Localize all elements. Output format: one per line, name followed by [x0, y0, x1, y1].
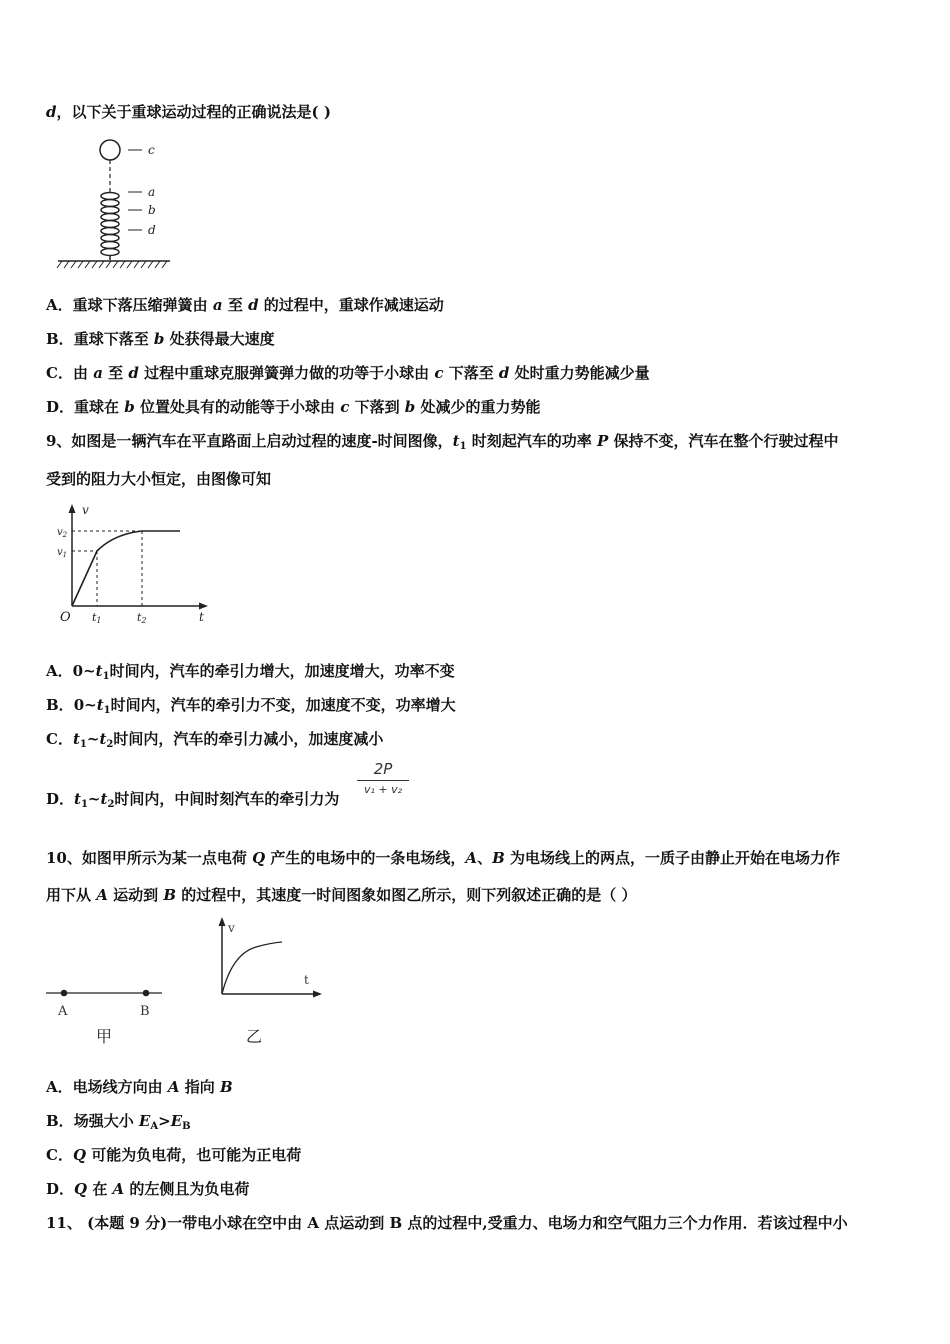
q9-option-d: D．$t_1\sim t_2$时间内，中间时刻汽车的牵引力为: [46, 790, 340, 810]
label-d: d: [148, 223, 156, 237]
svg-text:v1: $v_1$: [57, 547, 68, 559]
q10-option-b: B．场强大小 $E_A>E_B$: [46, 1112, 191, 1132]
q10-option-d: D．Q 在 A 的左侧且为负电荷: [46, 1180, 250, 1198]
svg-text:t2: t2: [137, 611, 147, 625]
origin-label: O: [60, 610, 71, 625]
svg-text:t1: t1: [92, 611, 102, 625]
q10-stem-line1: 10、如图甲所示为某一点电荷 Q 产生的电场中的一条电场线，A、B 为电场线上的两点，一质子由静止开始在电场力作: [46, 849, 840, 867]
axis-v-label: v: [228, 921, 235, 935]
q8-spring-figure: [54, 134, 184, 274]
q10-option-c: C．Q 可能为负电荷，也可能为正电荷: [46, 1146, 302, 1164]
q9-option-d-fraction: [357, 760, 409, 798]
q10-stem-line2: 用下从 A 运动到 B 的过程中，其速度一时间图象如图乙所示，则下列叙述正确的是（ ）: [46, 886, 637, 904]
q11-stem: 11、 (本题 9 分)一带电小球在空中由 A 点运动到 B 点的过程中,受重力、电场力和空气阻力三个力作用．若该过程中小: [46, 1214, 848, 1232]
point-a: [61, 990, 68, 997]
q10-figure-jia: [44, 978, 174, 1050]
point-b-label: B: [140, 1004, 150, 1019]
q8-option-c: C．由 a 至 d 过程中重球克服弹簧弹力做的功等于小球由 c 下落至 d 处时重力势能减少量: [46, 364, 650, 382]
q8-option-a: A．重球下落压缩弹簧由 a 至 d 的过程中，重球作减速运动: [46, 296, 444, 314]
q10-option-a: A．电场线方向由 A 指向 B: [46, 1078, 233, 1096]
label-b: b: [148, 203, 156, 217]
q8-option-b: B．重球下落至 b 处获得最大速度: [46, 330, 275, 348]
q10-figure-yi: [208, 914, 328, 1050]
speed-curve: [222, 942, 282, 994]
svg-text:v2: $v_2$: [57, 527, 68, 539]
q9-stem-line2: 受到的阻力大小恒定，由图像可知: [46, 470, 272, 488]
axis-v-label: v: [82, 503, 89, 517]
point-b: [143, 990, 150, 997]
q9-option-a: A．$0\sim t_1$时间内，汽车的牵引力增大，加速度增大，功率不变: [46, 662, 455, 682]
caption-yi: 乙: [246, 1027, 263, 1046]
velocity-curve: [72, 531, 180, 606]
axis-t-label: t: [304, 973, 309, 987]
q8-stem: d，以下关于重球运动过程的正确说法是( ): [46, 103, 331, 121]
q8-option-d: D．重球在 b 位置处具有的动能等于小球由 c 下落到 b 处减少的重力势能: [46, 398, 541, 416]
spring: [101, 193, 119, 256]
label-a: a: [148, 185, 156, 199]
q9-stem-line1: 9、如图是一辆汽车在平直路面上启动过程的速度-时间图像，$t_1$ 时刻起汽车的功率 P 保持不变，汽车在整个行驶过程中: [46, 432, 839, 452]
caption-jia: 甲: [96, 1027, 113, 1046]
fraction-numerator: 2P: [373, 760, 393, 778]
q9-option-b: B．$0\sim t_1$时间内，汽车的牵引力不变，加速度不变，功率增大: [46, 696, 456, 716]
label-c: c: [148, 143, 155, 157]
ball: [100, 140, 120, 160]
axis-t-label: t: [199, 610, 204, 624]
point-a-label: A: [58, 1004, 68, 1019]
fraction-denominator: v₁ + v₂: [363, 783, 403, 796]
q9-vt-graph: [52, 498, 222, 630]
q9-option-c: C．$t_1\sim t_2$时间内，汽车的牵引力减小，加速度减小: [46, 730, 384, 750]
